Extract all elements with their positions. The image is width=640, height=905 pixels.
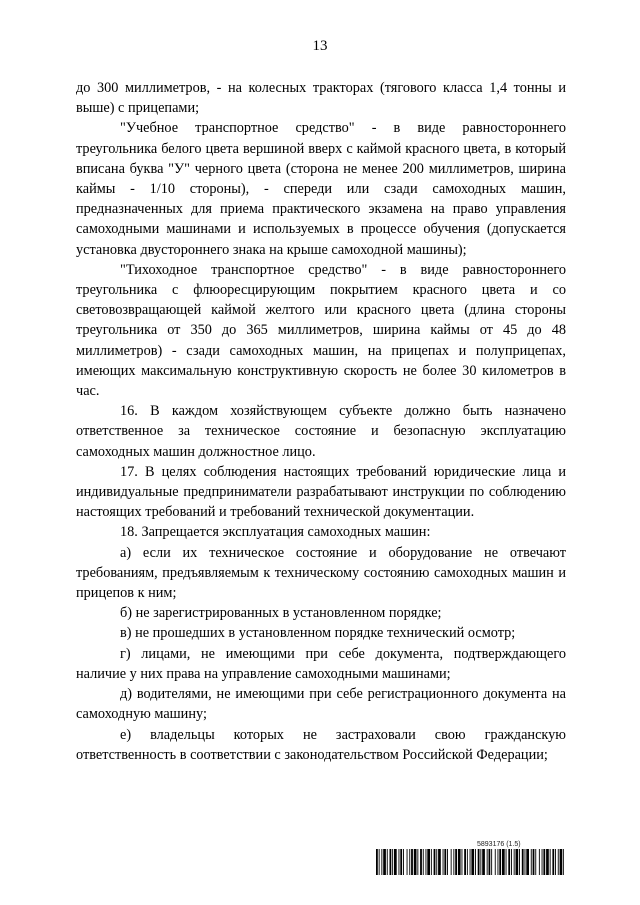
paragraph-item-18v: в) не прошедших в установленном порядке технический осмотр; <box>120 625 516 642</box>
paragraph-item-18d: д) водителями, не имеющими при себе регистрационного документа на самоходную машину; <box>76 686 566 723</box>
paragraph-item-18: 18. Запрещается эксплуатация самоходных машин: <box>120 524 431 541</box>
paragraph-continuation: до 300 миллиметров, - на колесных тракторах (тягового класса 1,4 тонны и выше) с прицепами; <box>76 80 566 117</box>
paragraph-item-18b: б) не зарегистрированных в установленном порядке; <box>120 605 442 622</box>
page-number: 13 <box>312 38 328 54</box>
paragraph-item-16: 16. В каждом хозяйствующем субъекте должно быть назначено ответственное за техническое состояние и безопасную эксплуатацию самоходных машин должностное лицо. <box>76 403 566 460</box>
paragraph-training-vehicle: "Учебное транспортное средство" - в виде равностороннего треугольника белого цвета вершиной вверх с каймой красного цвета, в который вписана буква "У" черного цвета (сторона не менее 200 миллиметров, ширина каймы - 1/10 стороны), - спереди или сзади самоходных машин, предназначенных для приема практического экзамена на право управления самоходными машинами и используемых в процессе обучения (допускается установка двустороннего знака на крыше самоходной машины); <box>76 120 566 258</box>
document-body <box>76 78 566 765</box>
paragraph-slow-vehicle: "Тихоходное транспортное средство" - в виде равностороннего треугольника с флюоресцирующим покрытием красного цвета и со световозвращающей каймой желтого или красного цвета (длина стороны треугольника от 350 до 365 миллиметров, ширина каймы от 45 до 48 миллиметров) - сзади самоходных машин, на прицепах и полуприцепах, имеющих максимальную конструктивную скорость не более 30 километров в час. <box>76 261 566 400</box>
document-code: 5893176 (1.5) <box>477 841 521 848</box>
paragraph-item-18g: г) лицами, не имеющими при себе документа, подтверждающего наличие у них права на управление самоходными машинами; <box>76 645 566 682</box>
paragraph-item-18e: е) владельцы которых не застраховали свою гражданскую ответственность в соответствии с законодательством Российской Федерации; <box>76 726 566 763</box>
paragraph-item-17: 17. В целях соблюдения настоящих требований юридические лица и индивидуальные предприниматели разрабатывают инструкции по соблюдению настоящих требований и требований технической документации. <box>76 463 566 521</box>
barcode-icon <box>376 849 564 875</box>
paragraph-item-18a: а) если их техническое состояние и оборудование не отвечают требованиям, предъявляемым к техническому состоянию самоходных машин и прицепов к ним; <box>76 544 566 602</box>
